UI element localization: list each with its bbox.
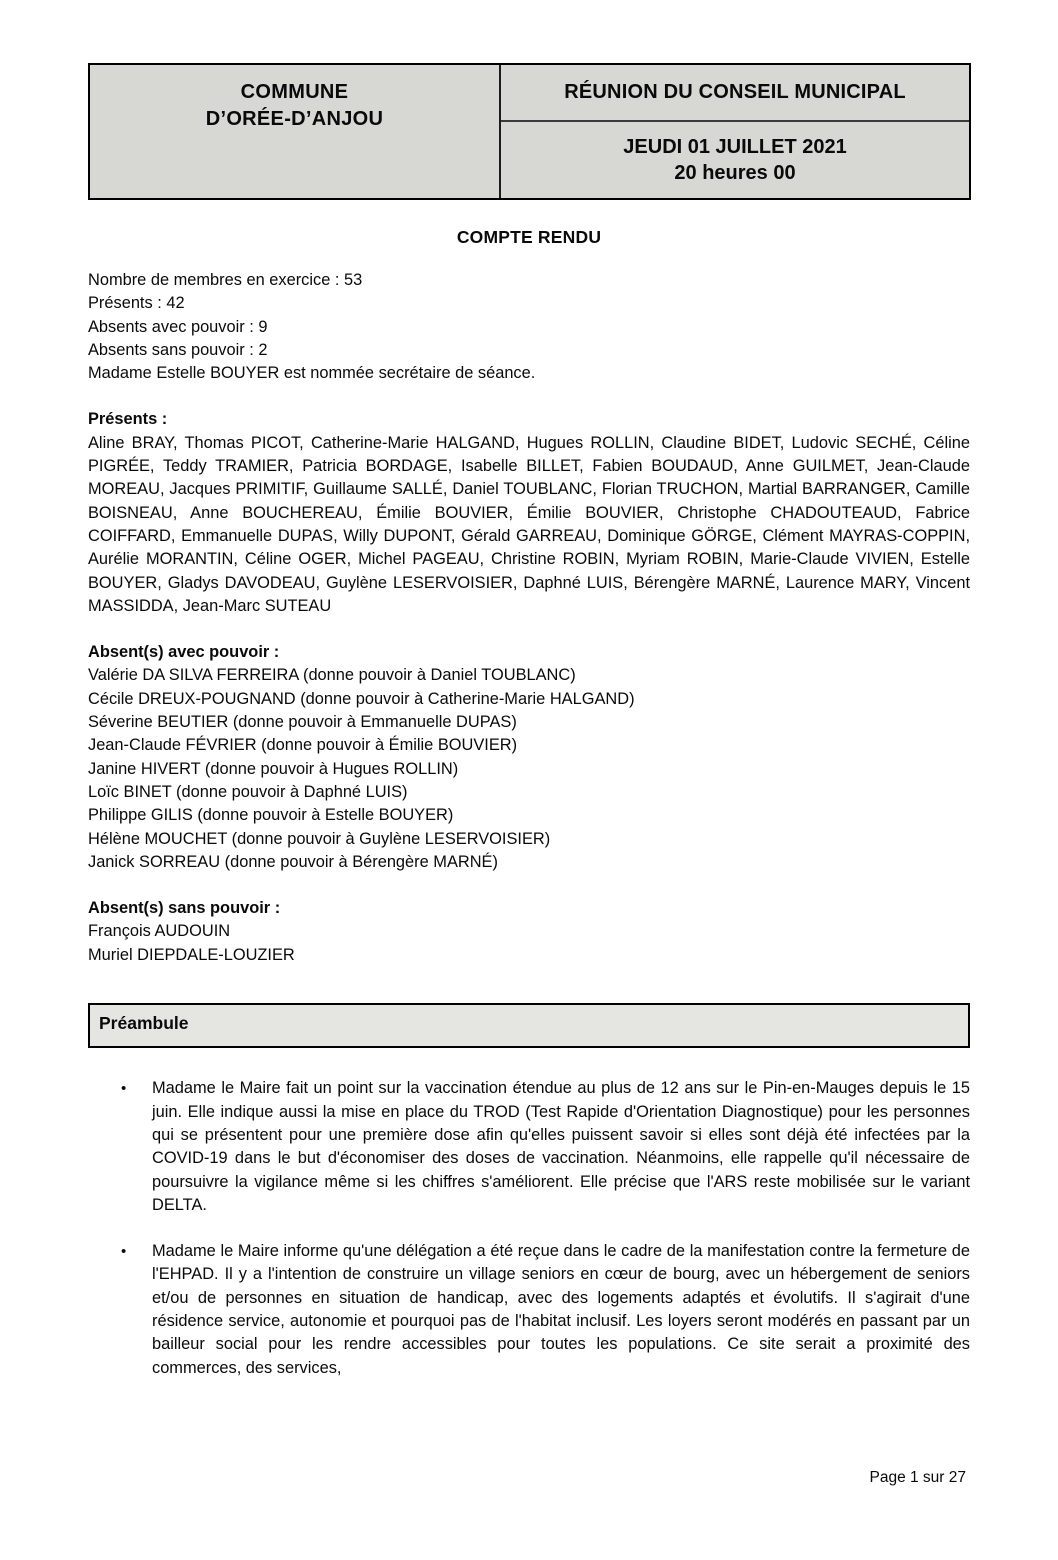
- proxy-line: Philippe GILIS (donne pouvoir à Estelle BOUYER): [88, 806, 454, 825]
- absents-sans-pouvoir-section: [88, 897, 970, 967]
- commune-cell: [90, 65, 501, 198]
- commune-line-2: D’ORÉE-D’ANJOU: [205, 108, 384, 130]
- document-page: [0, 63, 1058, 1560]
- proxy-line: Hélène MOUCHET (donne pouvoir à Guylène LESERVOISIER): [88, 829, 551, 848]
- document-content: [88, 269, 970, 1380]
- meeting-date: JEUDI 01 JUILLET 2021: [623, 136, 847, 158]
- proxy-line: Cécile DREUX-POUGNAND (donne pouvoir à Catherine-Marie HALGAND): [88, 689, 635, 708]
- absents-avec-pouvoir-section: [88, 641, 970, 874]
- presents-heading: Présents :: [88, 410, 168, 429]
- presents-list: Aline BRAY, Thomas PICOT, Catherine-Marie HALGAND, Hugues ROLLIN, Claudine BIDET, Ludovic SECHÉ, Céline PIGRÉE, Teddy TRAMIER, Patricia BORDAGE, Isabelle BILLET, Fabien BOUDAUD, Anne GUILMET, Jean-Claude MOREAU, Jacques PRIMITIF, Guillaume SALLÉ, Daniel TOUBLANC, Florian TRUCHON, Martial BARRANGER, Camille BOISNEAU, Anne BOUCHEREAU, Émilie BOUVIER, Émilie BOUVIER, Christophe CHADOUTEAUD, Fabrice COIFFARD, Emmanuelle DUPAS, Willy DUPONT, Gérald GARREAU, Dominique GÖRGE, Clément MAYRAS-COPPIN, Aurélie MORANTIN, Céline OGER, Michel PAGEAU, Christine ROBIN, Myriam ROBIN, Marie-Claude VIVIEN, Estelle BOUYER, Gladys DAVODEAU, Guylène LESERVOISIER, Daphné LUIS, Bérengère MARNÉ, Laurence MARY, Vincent MASSIDDA, Jean-Marc SUTEAU: [88, 433, 970, 615]
- bullet-icon: •: [121, 1243, 127, 1261]
- document-title: COMPTE RENDU: [456, 227, 602, 247]
- meeting-title-cell: [501, 65, 969, 122]
- attendance-line: Madame Estelle BOUYER est nommée secrétaire de séance.: [88, 364, 536, 383]
- absents-sans-pouvoir-heading: Absent(s) sans pouvoir :: [88, 899, 281, 918]
- page-number: Page 1 sur 27: [869, 1469, 966, 1486]
- attendance-line: Nombre de membres en exercice : 53: [88, 271, 363, 289]
- absent-line: François AUDOUIN: [88, 922, 231, 941]
- attendance-block: [88, 269, 970, 385]
- header-right-column: [501, 65, 969, 198]
- meeting-title: RÉUNION DU CONSEIL MUNICIPAL: [564, 81, 906, 103]
- bullet-item: [88, 1077, 970, 1217]
- bullet-icon: •: [121, 1080, 127, 1098]
- proxy-line: Loïc BINET (donne pouvoir à Daphné LUIS): [88, 782, 408, 801]
- bullet-paragraph: Madame le Maire fait un point sur la vaccination étendue au plus de 12 ans sur le Pin-en-Mauges depuis le 15 juin. Elle indique aussi la mise en place du TROD (Test Rapide d'Orientation Diagnostique) pour les personnes qui se présentent pour une première dose afin qu'elles puissent savoir si elles sont déjà été infectées par la COVID-19 dans le but d'économiser des doses de vaccination. Néanmoins, elle rappelle qu'il nécessaire de poursuivre la vigilance même si les chiffres s'améliorent. Elle précise que l'ARS reste mobilisée sur le variant DELTA.: [152, 1079, 970, 1214]
- absents-avec-pouvoir-heading: Absent(s) avec pouvoir :: [88, 643, 280, 662]
- bullet-paragraph: Madame le Maire informe qu'une délégation a été reçue dans le cadre de la manifestation contre la fermeture de l'EHPAD. Il y a l'intention de construire un village seniors en cœur de bourg, avec un hébergement de seniors et/ou de personnes en situation de handicap, avec des logements adaptés et évolutifs. Il s'agirait d'une résidence service, autonomie et pourquoi pas de l'habitat inclusif. Les loyers seront modérés en passant par un bailleur social pour les rendre accessibles pour toutes les populations. Ce site serait a proximité des commerces, des services,: [152, 1242, 970, 1377]
- presents-section: [88, 408, 970, 618]
- meeting-time: 20 heures 00: [674, 162, 796, 184]
- proxy-line: Jean-Claude FÉVRIER (donne pouvoir à Émilie BOUVIER): [88, 736, 518, 755]
- preambule-heading-bar: [88, 1003, 970, 1048]
- proxy-line: Janick SORREAU (donne pouvoir à Bérengère MARNÉ): [88, 852, 498, 871]
- proxy-line: Séverine BEUTIER (donne pouvoir à Emmanuelle DUPAS): [88, 713, 517, 732]
- meeting-datetime-cell: [501, 122, 969, 198]
- attendance-line: Présents : 42: [88, 294, 185, 313]
- preambule-bullets: [88, 1077, 970, 1380]
- bullet-item: [88, 1240, 970, 1380]
- proxy-line: Valérie DA SILVA FERREIRA (donne pouvoir à Daniel TOUBLANC): [88, 666, 576, 685]
- proxy-line: Janine HIVERT (donne pouvoir à Hugues ROLLIN): [88, 759, 459, 778]
- commune-line-1: COMMUNE: [240, 81, 349, 103]
- attendance-line: Absents sans pouvoir : 2: [88, 340, 268, 359]
- attendance-line: Absents avec pouvoir : 9: [88, 317, 268, 336]
- header-table: [88, 63, 971, 200]
- absent-line: Muriel DIEPDALE-LOUZIER: [88, 945, 295, 964]
- preambule-heading: Préambule: [99, 1013, 189, 1034]
